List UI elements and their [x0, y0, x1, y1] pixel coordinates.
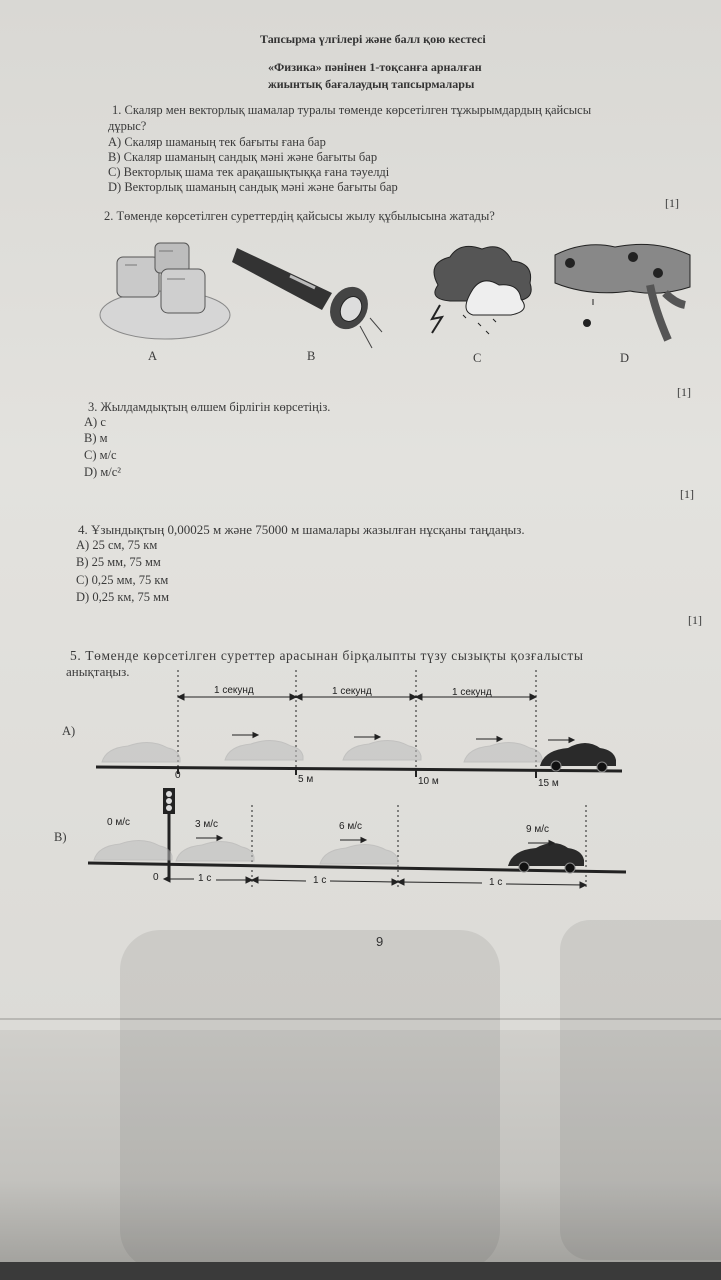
diagram-a-mark-0: 0: [175, 770, 181, 781]
diagram-b-interval-1: 1 с: [198, 873, 212, 884]
q4-option-d: D) 0,25 км, 75 мм: [76, 590, 169, 604]
q1-option-b: B) Скаляр шаманың сандық мәні және бағыты бар: [108, 150, 378, 164]
q2-label-d: D: [620, 351, 630, 365]
q2-label-c: C: [473, 351, 482, 365]
q1-option-d: D) Векторлық шаманың сандық мәні және бағыты бар: [108, 180, 398, 194]
diagram-b-interval-2: 1 с: [313, 875, 327, 886]
diagram-a-mark-5: 5 м: [298, 774, 314, 785]
diagram-a-label: A): [62, 724, 76, 738]
hand-shadow: [120, 930, 500, 1270]
q4-option-c: C) 0,25 мм, 75 км: [76, 573, 169, 587]
q1-mark: [1]: [665, 196, 679, 210]
page-number: 9: [376, 934, 384, 949]
q3-option-b: B) м: [84, 431, 108, 445]
diagram-b-interval-3: 1 с: [489, 877, 503, 888]
hand-shadow-right: [560, 920, 721, 1260]
page-subtitle-1: «Физика» пәнінен 1-тоқсанға арналған: [268, 60, 482, 74]
diagram-b-label: B): [54, 830, 67, 844]
q4-text: 4. Ұзындықтың 0,00025 м және 75000 м шамалары жазылған нұсқаны таңдаңыз.: [78, 522, 525, 537]
diagram-a-interval-3: 1 секунд: [452, 687, 492, 698]
q2-mark: [1]: [677, 385, 691, 399]
q5-text-2: анықтаңыз.: [66, 664, 130, 679]
q1-option-c: C) Векторлық шама тек арақашықтыққа ғана тәуелді: [108, 165, 390, 179]
diagram-b-speed-9: 9 м/с: [526, 824, 549, 835]
q3-text: 3. Жылдамдықтың өлшем бірлігін көрсетіңіз.: [88, 400, 331, 414]
diagram-b-speed-0: 0 м/с: [107, 817, 130, 828]
diagram-a-interval-2: 1 секунд: [332, 686, 372, 697]
q3-option-c: C) м/с: [84, 448, 117, 462]
table-edge: [0, 1262, 721, 1280]
q3-option-a: A) с: [84, 415, 106, 429]
page-title: Тапсырма үлгілері және балл қою кестесі: [260, 32, 486, 46]
diagram-a-mark-15: 15 м: [538, 778, 559, 789]
q1-option-a: A) Скаляр шаманың тек бағыты ғана бар: [108, 135, 326, 149]
diagram-b-speed-3: 3 м/с: [195, 819, 218, 830]
q3-mark: [1]: [680, 487, 694, 501]
q4-option-b: B) 25 мм, 75 мм: [76, 555, 161, 569]
q1-text-2: дұрыс?: [108, 119, 147, 133]
diagram-b-speed-6: 6 м/с: [339, 821, 362, 832]
diagram-b-start: 0: [153, 872, 159, 883]
diagram-a-interval-1: 1 секунд: [214, 685, 254, 696]
q3-option-d: D) м/с²: [84, 465, 121, 479]
diagram-a-mark-10: 10 м: [418, 776, 439, 787]
sports-car-icon-b: [508, 843, 584, 873]
page-subtitle-2: жиынтық бағалаудың тапсырмалары: [268, 77, 475, 91]
q2-text: 2. Төменде көрсетілген суреттердің қайсысы жылу құбылысына жатады?: [104, 209, 495, 223]
q5-text: 5. Төменде көрсетілген суреттер арасынан бірқалыпты түзу сызықты қозғалысты: [70, 648, 584, 663]
q2-label-b: B: [307, 349, 316, 363]
q4-mark: [1]: [688, 613, 702, 627]
q4-option-a: A) 25 см, 75 км: [76, 538, 158, 552]
q2-label-a: A: [148, 349, 158, 363]
q1-text: 1. Скаляр мен векторлық шамалар туралы төменде көрсетілген тұжырымдардың қайсысы: [112, 103, 592, 117]
